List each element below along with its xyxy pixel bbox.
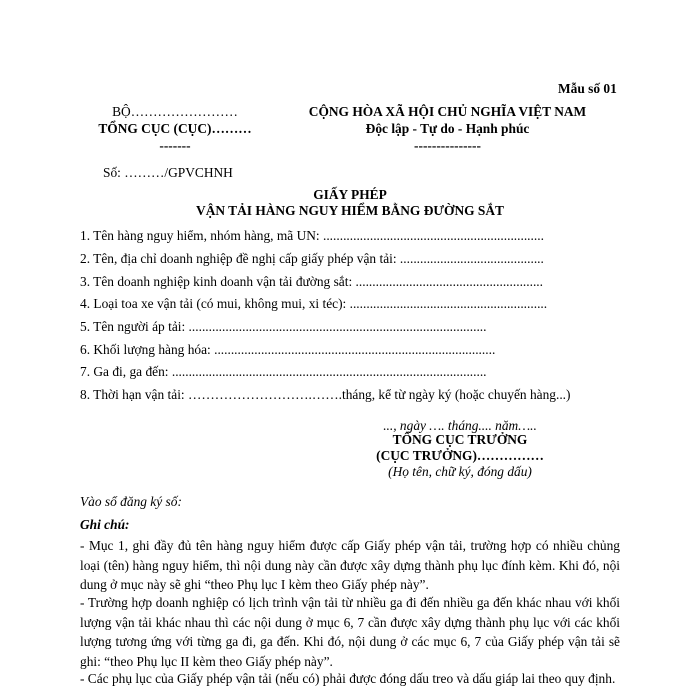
document-number: Số: ………/GPVCHNH [103,165,233,180]
item-3: 3. Tên doanh nghiệp kinh doanh vận tải đường sắt: ........................................................ [80,274,544,289]
signer-title: TỔNG CỤC TRƯỞNG [392,432,528,447]
note-2: - Trường hợp doanh nghiệp có lịch trình vận tải từ nhiều ga đi đến nhiều ga đến khác nhau với khối lượng vận tải khác nhau thì các nội dung ở mục 6, 7 cần được xây dựng thành phụ lục với các khối lượng tương ứng với từng ga đi, ga đến. Khi đó, nội dung ở các mục 6, 7 của Giấy phép vận tải sẽ ghi: “theo Phụ lục II kèm theo Giấy phép này”. [80,595,620,669]
national-motto: Độc lập - Tự do - Hạnh phúc [365,121,530,136]
registry-number: Vào sổ đăng ký số: [80,494,182,509]
form-number: Mẫu số 01 [558,81,617,96]
item-6: 6. Khối lượng hàng hóa: .................................................................................... [80,342,496,357]
note-1: - Mục 1, ghi đầy đủ tên hàng nguy hiểm được cấp Giấy phép vận tải, trường hợp có nhiều chủng loại (tên) hàng nguy hiểm, thì nội dung này cần được xây dựng thành phụ lục đính kèm. Khi đó, nội dung ở mục này sẽ ghi “theo Phụ lục I kèm theo Giấy phép này”. [80,538,620,592]
department-line: TỔNG CỤC (CỤC)……… [98,121,252,136]
signature-note: (Họ tên, chữ ký, đóng dấu) [388,464,532,479]
note-3: - Các phụ lục của Giấy phép vận tải (nếu có) phải được đóng dấu treo và dấu giáp lai theo quy định. [80,671,616,686]
item-1: 1. Tên hàng nguy hiểm, nhóm hàng, mã UN: .................................................................. [80,228,544,243]
header-left-divider: ------- [159,138,191,153]
item-8: 8. Thời hạn vận tải: ……………………….…….tháng, kể từ ngày ký (hoặc chuyến hàng...) [80,387,571,402]
item-4: 4. Loại toa xe vận tải (có mui, không mui, xi téc): ........................................................... [80,296,548,311]
national-title: CỘNG HÒA XÃ HỘI CHỦ NGHĨA VIỆT NAM [308,104,587,119]
document-title: GIẤY PHÉP [313,187,387,202]
notes-heading: Ghi chú: [80,517,130,532]
item-2: 2. Tên, địa chỉ doanh nghiệp đề nghị cấp giấy phép vận tải: ........................................... [80,251,544,266]
item-7: 7. Ga đi, ga đến: .............................................................................................. [80,364,487,379]
ministry-line: BỘ…………………… [112,104,238,119]
signer-title-alt: (CỤC TRƯỞNG)…………… [376,448,544,463]
signature-date: ..., ngày …. tháng.... năm….. [383,418,537,433]
item-5: 5. Tên người áp tải: ......................................................................................... [80,319,487,334]
header-right-divider: --------------- [414,138,481,153]
document-subtitle: VẬN TẢI HÀNG NGUY HIỂM BẰNG ĐƯỜNG SẮT [196,203,504,218]
